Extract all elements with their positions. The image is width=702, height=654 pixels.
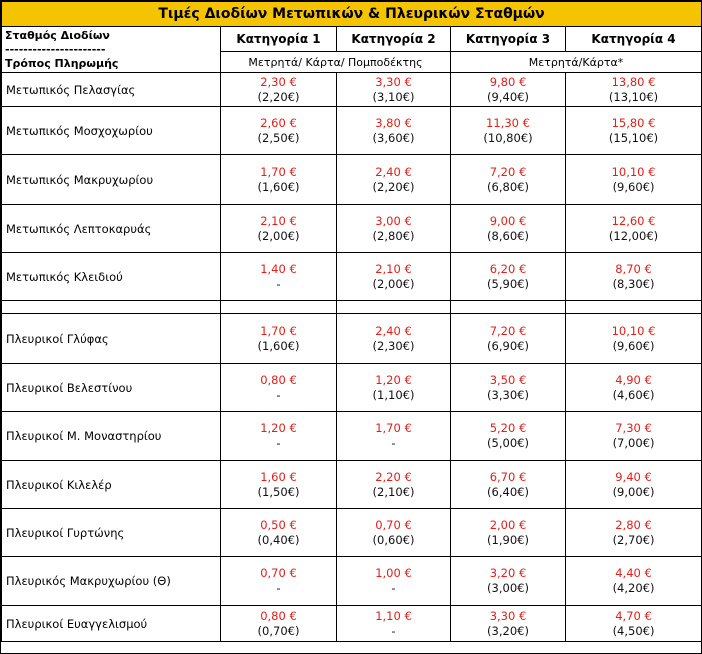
discounted-price: - bbox=[391, 623, 396, 638]
price-cell-category-3 bbox=[451, 205, 566, 253]
discounted-price: (6,40€) bbox=[487, 484, 529, 499]
standard-price: 9,00 € bbox=[489, 213, 527, 228]
frontal-stations-section bbox=[2, 73, 702, 301]
station-row bbox=[2, 557, 702, 606]
price-cell-category-3 bbox=[451, 107, 566, 155]
station-name: Μετωπικός Λεπτοκαρυάς bbox=[2, 205, 221, 253]
price-cell-category-2 bbox=[337, 107, 451, 155]
discounted-price: (4,20€) bbox=[612, 581, 655, 595]
price-cell-category-2 bbox=[337, 155, 451, 205]
station-name: Πλευρικοί Γυρτώνης bbox=[2, 509, 221, 557]
price-cell-category-4 bbox=[566, 412, 702, 461]
standard-price: 13,80 € bbox=[611, 74, 656, 89]
standard-price: 0,80 € bbox=[260, 372, 297, 387]
discounted-price: (9,60€) bbox=[612, 338, 655, 353]
price-cell-category-4 bbox=[566, 155, 702, 205]
standard-price: 3,20 € bbox=[489, 566, 527, 580]
price-cell-category-1 bbox=[221, 557, 337, 606]
discounted-price: (0,60€) bbox=[372, 532, 415, 547]
price-cell-category-1 bbox=[221, 314, 337, 364]
discounted-price: (2,70€) bbox=[612, 532, 655, 547]
standard-price: 1,70 € bbox=[260, 164, 297, 179]
price-cell-category-3 bbox=[451, 253, 566, 301]
price-cell-category-3 bbox=[451, 155, 566, 205]
station-label: Σταθμός Διοδίων bbox=[5, 28, 110, 42]
price-cell-category-2 bbox=[337, 509, 451, 557]
price-cell-category-2 bbox=[337, 314, 451, 364]
standard-price: 2,30 € bbox=[260, 74, 297, 89]
standard-price: 5,20 € bbox=[489, 421, 527, 435]
category-4-header: Κατηγορία 4 bbox=[566, 27, 702, 52]
station-name: Πλευρικοί Βελεστίνου bbox=[2, 364, 221, 412]
price-cell-category-1 bbox=[221, 253, 337, 301]
discounted-price: (2,00€) bbox=[372, 276, 415, 291]
discounted-price: (2,30€) bbox=[372, 338, 415, 353]
price-cell-category-1 bbox=[221, 364, 337, 412]
standard-price: 1,60 € bbox=[260, 469, 297, 484]
price-cell-category-2 bbox=[337, 364, 451, 412]
discounted-price: (2,80€) bbox=[372, 228, 415, 243]
discounted-price: (10,80€) bbox=[483, 130, 533, 145]
discounted-price: (6,80€) bbox=[487, 179, 529, 194]
standard-price: 2,40 € bbox=[375, 323, 412, 338]
discounted-price: (1,60€) bbox=[257, 338, 300, 353]
price-cell-category-3 bbox=[451, 412, 566, 461]
standard-price: 1,40 € bbox=[260, 261, 297, 276]
discounted-price: - bbox=[276, 387, 281, 402]
price-cell-category-4 bbox=[566, 73, 702, 107]
standard-price: 1,70 € bbox=[260, 323, 297, 338]
category-2-header: Κατηγορία 2 bbox=[337, 27, 451, 52]
price-cell-category-1 bbox=[221, 73, 337, 107]
discounted-price: - bbox=[276, 581, 281, 595]
standard-price: 2,80 € bbox=[615, 517, 652, 532]
price-cell-category-3 bbox=[451, 364, 566, 412]
discounted-price: (2,20€) bbox=[372, 179, 415, 194]
standard-price: 0,50 € bbox=[260, 517, 297, 532]
station-name: Πλευρικοί Γλύφας bbox=[2, 314, 221, 364]
discounted-price: (8,30€) bbox=[612, 276, 655, 291]
discounted-price: (6,90€) bbox=[487, 338, 529, 353]
price-cell-category-4 bbox=[566, 314, 702, 364]
price-cell-category-2 bbox=[337, 253, 451, 301]
price-cell-category-4 bbox=[566, 107, 702, 155]
price-cell-category-3 bbox=[451, 557, 566, 606]
price-cell-category-4 bbox=[566, 557, 702, 606]
discounted-price: (2,50€) bbox=[257, 130, 300, 145]
price-cell-category-4 bbox=[566, 364, 702, 412]
price-cell-category-3 bbox=[451, 606, 566, 642]
spacer-cell bbox=[337, 301, 451, 314]
price-cell-category-2 bbox=[337, 73, 451, 107]
standard-price: 4,90 € bbox=[615, 372, 652, 387]
discounted-price: (13,10€) bbox=[608, 89, 659, 104]
discounted-price: (5,90€) bbox=[487, 276, 529, 291]
standard-price: 1,20 € bbox=[375, 372, 412, 387]
standard-price: 3,30 € bbox=[489, 608, 527, 623]
discounted-price: (3,10€) bbox=[372, 89, 415, 104]
discounted-price: (9,60€) bbox=[612, 179, 655, 194]
station-name: Πλευρικός Μακρυχωρίου (Θ) bbox=[2, 557, 221, 606]
standard-price: 2,60 € bbox=[260, 115, 297, 130]
spacer-cell bbox=[566, 301, 702, 314]
standard-price: 9,80 € bbox=[489, 74, 527, 89]
station-row bbox=[2, 155, 702, 205]
discounted-price: (0,70€) bbox=[257, 623, 300, 638]
standard-price: 4,70 € bbox=[615, 608, 652, 623]
standard-price: 0,70 € bbox=[375, 517, 412, 532]
discounted-price: (8,60€) bbox=[487, 228, 529, 243]
station-name: Πλευρικοί Ευαγγελισμού bbox=[2, 606, 221, 642]
discounted-price: (2,20€) bbox=[257, 89, 300, 104]
discounted-price: (2,10€) bbox=[372, 484, 415, 499]
standard-price: 1,20 € bbox=[260, 421, 297, 435]
discounted-price: (3,00€) bbox=[487, 581, 529, 595]
standard-price: 6,20 € bbox=[489, 261, 527, 276]
price-cell-category-3 bbox=[451, 73, 566, 107]
price-cell-category-1 bbox=[221, 606, 337, 642]
price-cell-category-3 bbox=[451, 314, 566, 364]
table-title: Τιμές Διοδίων Μετωπικών & Πλευρικών Σταθμών bbox=[2, 2, 702, 27]
price-cell-category-2 bbox=[337, 557, 451, 606]
station-row bbox=[2, 364, 702, 412]
station-row bbox=[2, 205, 702, 253]
price-cell-category-4 bbox=[566, 253, 702, 301]
price-cell-category-1 bbox=[221, 509, 337, 557]
header-dashes: ---------------------- bbox=[5, 42, 106, 56]
standard-price: 2,10 € bbox=[375, 261, 412, 276]
station-name: Μετωπικός Πελασγίας bbox=[2, 73, 221, 107]
discounted-price: (7,00€) bbox=[612, 436, 655, 450]
discounted-price: - bbox=[391, 581, 396, 595]
price-cell-category-1 bbox=[221, 461, 337, 509]
standard-price: 8,70 € bbox=[615, 261, 652, 276]
lateral-stations-section bbox=[2, 314, 702, 642]
standard-price: 3,50 € bbox=[489, 372, 527, 387]
price-cell-category-3 bbox=[451, 461, 566, 509]
standard-price: 2,10 € bbox=[260, 213, 297, 228]
station-name: Μετωπικός Κλειδιού bbox=[2, 253, 221, 301]
standard-price: 2,40 € bbox=[375, 164, 412, 179]
standard-price: 3,00 € bbox=[375, 213, 412, 228]
discounted-price: (4,50€) bbox=[612, 623, 655, 638]
price-cell-category-1 bbox=[221, 107, 337, 155]
price-cell-category-2 bbox=[337, 461, 451, 509]
discounted-price: (3,60€) bbox=[372, 130, 415, 145]
station-row bbox=[2, 606, 702, 642]
price-cell-category-2 bbox=[337, 412, 451, 461]
discounted-price: (1,10€) bbox=[372, 387, 415, 402]
standard-price: 7,20 € bbox=[489, 164, 527, 179]
standard-price: 1,00 € bbox=[375, 566, 412, 580]
spacer-cell bbox=[2, 301, 221, 314]
discounted-price: (15,10€) bbox=[608, 130, 659, 145]
discounted-price: (3,20€) bbox=[487, 623, 529, 638]
standard-price: 7,20 € bbox=[489, 323, 527, 338]
header-station-cell bbox=[2, 27, 221, 73]
station-name: Πλευρικοί Μ. Μοναστηρίου bbox=[2, 412, 221, 461]
discounted-price: (1,50€) bbox=[257, 484, 300, 499]
standard-price: 10,10 € bbox=[611, 164, 656, 179]
section-spacer-row bbox=[2, 301, 702, 314]
price-cell-category-1 bbox=[221, 155, 337, 205]
category-3-header: Κατηγορία 3 bbox=[451, 27, 566, 52]
discounted-price: - bbox=[391, 436, 396, 450]
price-cell-category-2 bbox=[337, 205, 451, 253]
toll-price-table bbox=[1, 1, 702, 642]
station-row bbox=[2, 412, 702, 461]
price-cell-category-4 bbox=[566, 606, 702, 642]
standard-price: 2,20 € bbox=[375, 469, 412, 484]
standard-price: 7,30 € bbox=[615, 421, 652, 435]
standard-price: 12,60 € bbox=[611, 213, 656, 228]
payment-methods-cat12: Μετρητά/ Κάρτα/ Πομποδέκτης bbox=[221, 52, 451, 73]
spacer-cell bbox=[451, 301, 566, 314]
standard-price: 15,80 € bbox=[611, 115, 656, 130]
payment-label: Τρόπος Πληρωμής bbox=[5, 56, 119, 70]
standard-price: 4,40 € bbox=[615, 566, 652, 580]
discounted-price: (12,00€) bbox=[608, 228, 659, 243]
discounted-price: (5,00€) bbox=[487, 436, 529, 450]
standard-price: 10,10 € bbox=[611, 323, 656, 338]
station-name: Μετωπικός Μακρυχωρίου bbox=[2, 155, 221, 205]
station-name: Μετωπικός Μοσχοχωρίου bbox=[2, 107, 221, 155]
station-row bbox=[2, 461, 702, 509]
station-row bbox=[2, 314, 702, 364]
standard-price: 9,40 € bbox=[615, 469, 652, 484]
standard-price: 1,10 € bbox=[375, 608, 412, 623]
discounted-price: (9,40€) bbox=[487, 89, 529, 104]
station-row bbox=[2, 73, 702, 107]
discounted-price: (2,00€) bbox=[257, 228, 300, 243]
payment-methods-cat34: Μετρητά/Κάρτα* bbox=[451, 52, 702, 73]
standard-price: 3,30 € bbox=[375, 74, 412, 89]
standard-price: 2,00 € bbox=[489, 517, 527, 532]
standard-price: 11,30 € bbox=[486, 115, 530, 130]
discounted-price: (3,30€) bbox=[487, 387, 529, 402]
discounted-price: (1,60€) bbox=[257, 179, 300, 194]
price-cell-category-1 bbox=[221, 205, 337, 253]
price-cell-category-3 bbox=[451, 509, 566, 557]
category-1-header: Κατηγορία 1 bbox=[221, 27, 337, 52]
price-cell-category-4 bbox=[566, 509, 702, 557]
station-row bbox=[2, 107, 702, 155]
standard-price: 0,80 € bbox=[260, 608, 297, 623]
station-name: Πλευρικοί Κιλελέρ bbox=[2, 461, 221, 509]
discounted-price: (1,90€) bbox=[487, 532, 529, 547]
standard-price: 6,70 € bbox=[489, 469, 527, 484]
discounted-price: (9,00€) bbox=[612, 484, 655, 499]
price-cell-category-2 bbox=[337, 606, 451, 642]
discounted-price: (4,60€) bbox=[612, 387, 655, 402]
station-row bbox=[2, 253, 702, 301]
discounted-price: - bbox=[276, 276, 281, 291]
standard-price: 3,80 € bbox=[375, 115, 412, 130]
price-cell-category-1 bbox=[221, 412, 337, 461]
price-cell-category-4 bbox=[566, 205, 702, 253]
price-cell-category-4 bbox=[566, 461, 702, 509]
station-row bbox=[2, 509, 702, 557]
spacer-cell bbox=[221, 301, 337, 314]
discounted-price: (0,40€) bbox=[257, 532, 300, 547]
standard-price: 1,70 € bbox=[375, 421, 412, 435]
standard-price: 0,70 € bbox=[260, 566, 297, 580]
discounted-price: - bbox=[276, 436, 281, 450]
